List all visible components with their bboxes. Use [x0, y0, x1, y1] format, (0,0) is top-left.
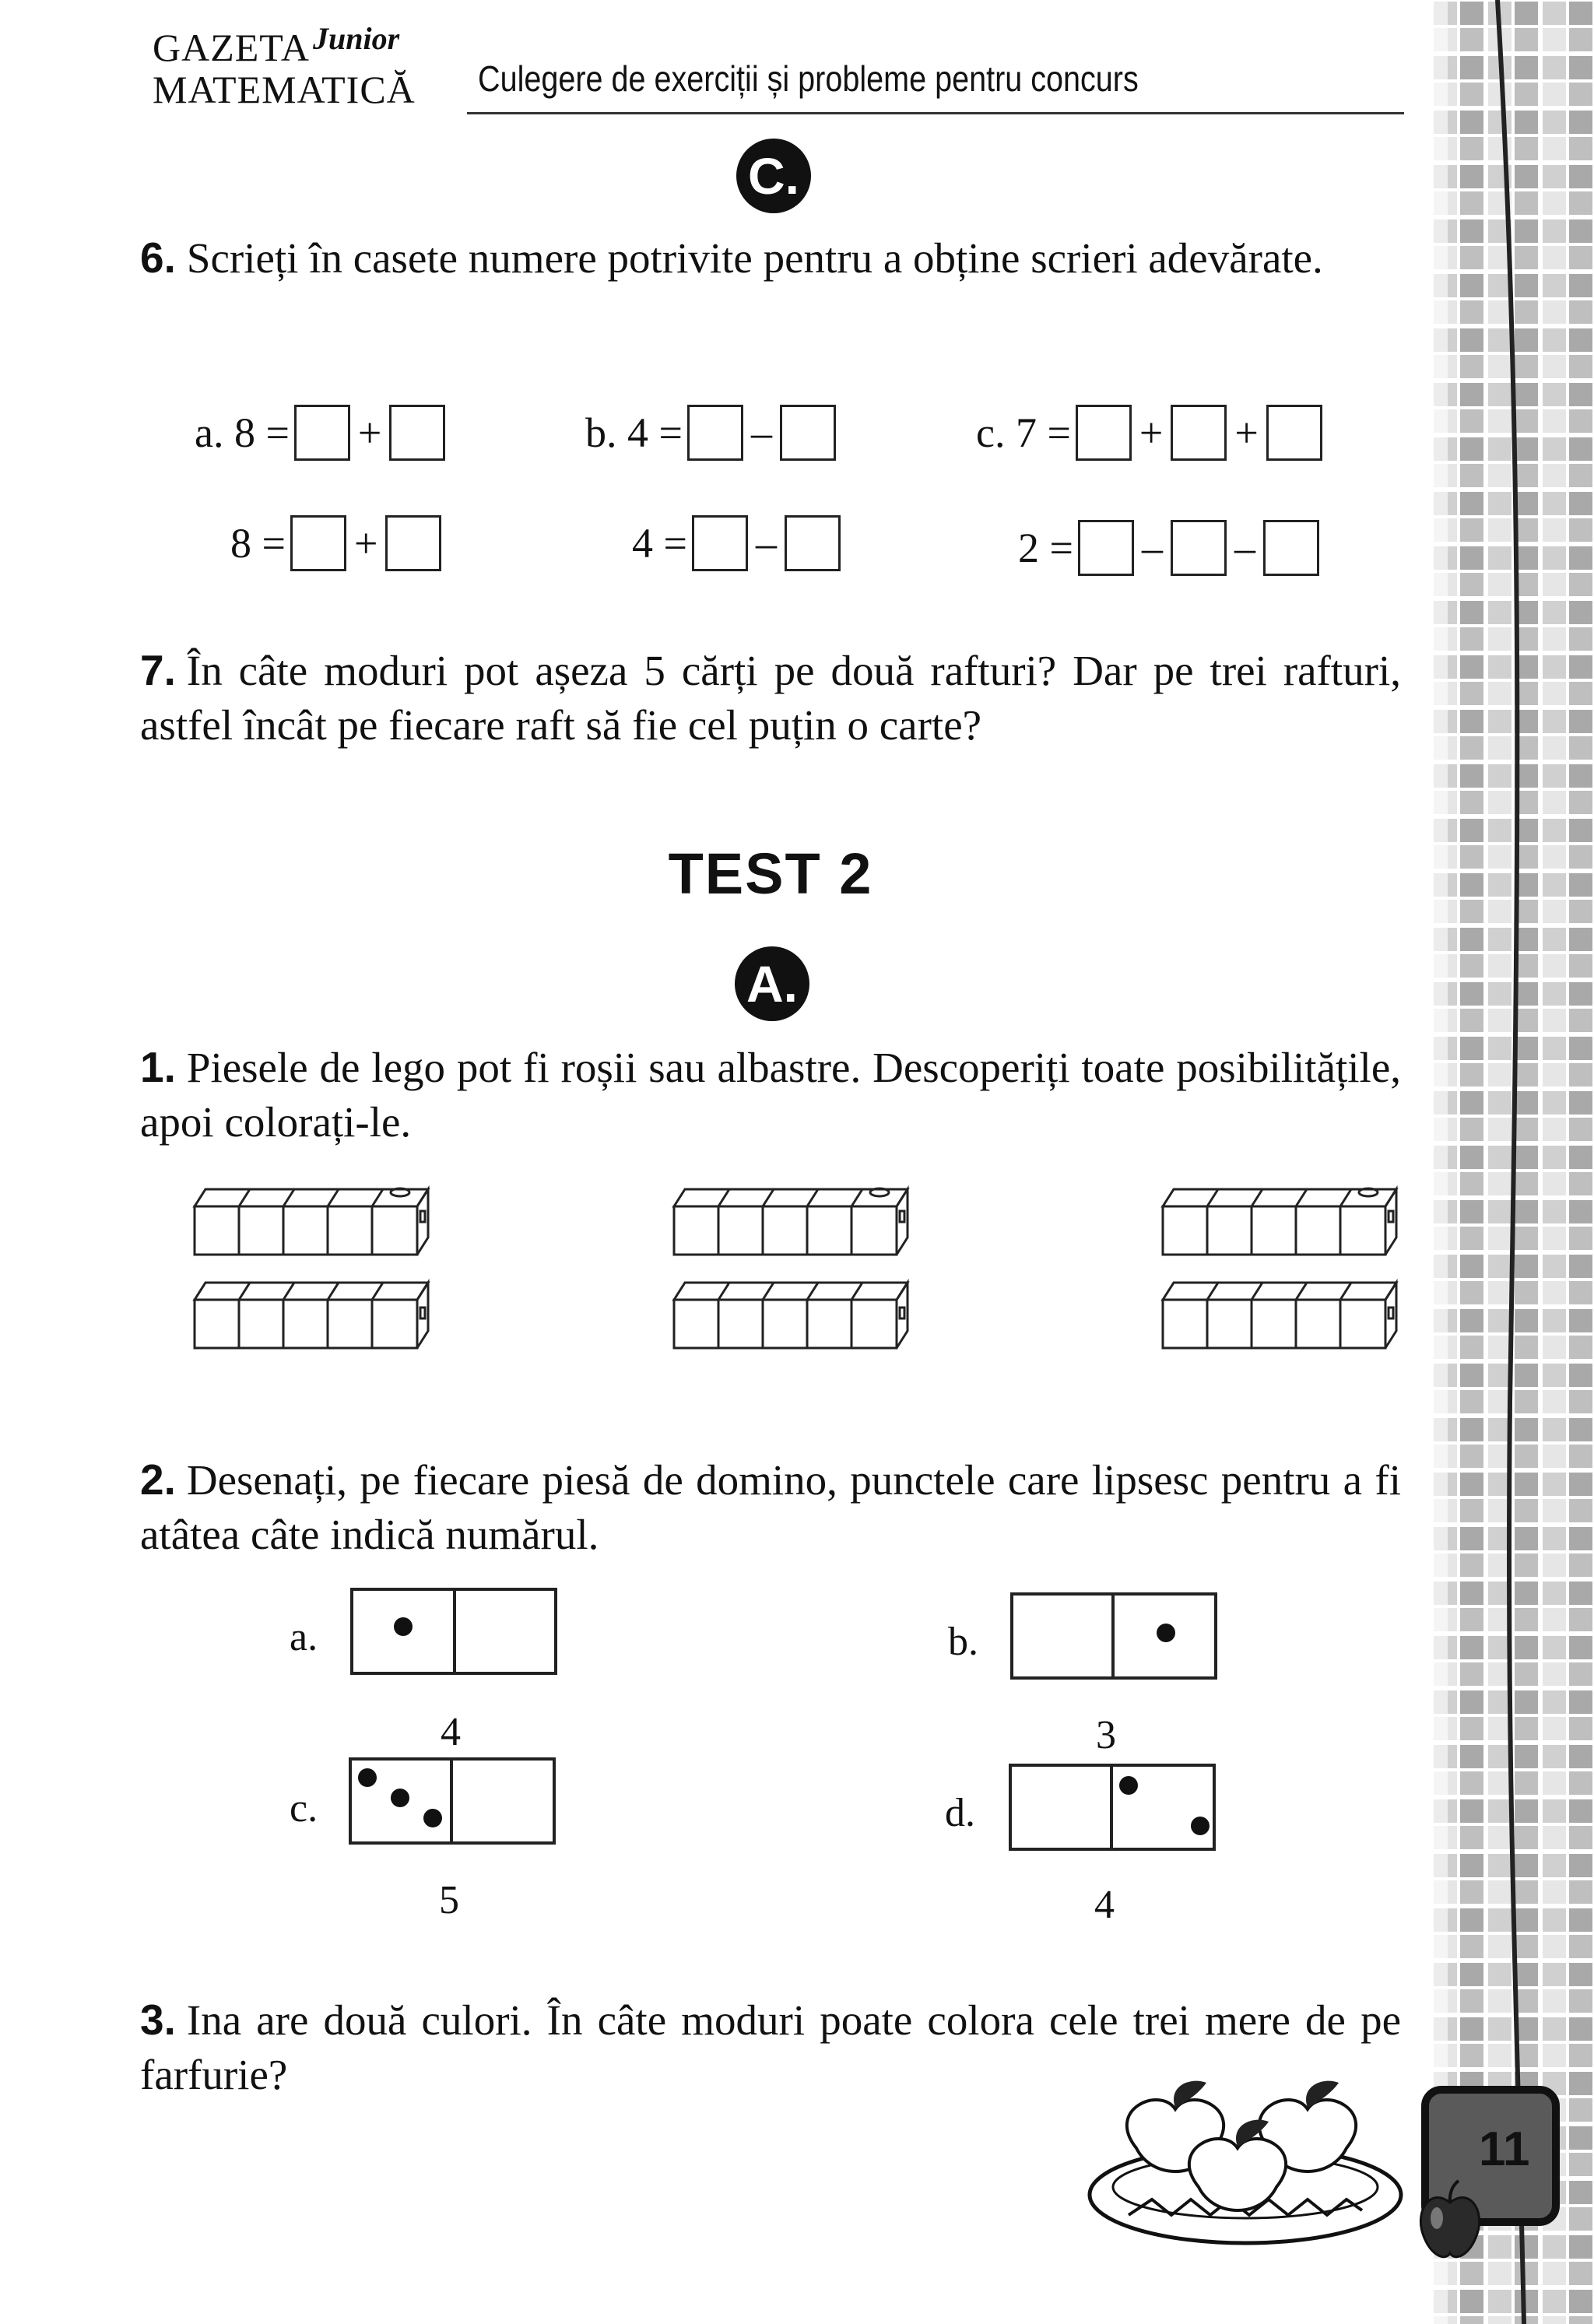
section-c-badge: C.	[736, 139, 811, 213]
answer-box[interactable]	[1078, 520, 1134, 576]
plus-sign: +	[353, 520, 378, 567]
problem-6-text: Scrieți în casete numere potrivite pentru a obține scrieri adevărate.	[186, 234, 1323, 282]
problem-6	[140, 230, 1401, 286]
equation-6a-1	[195, 405, 450, 461]
equation-lhs: c. 7 =	[976, 409, 1071, 456]
answer-box[interactable]	[389, 405, 445, 461]
equation-6c-2	[1018, 520, 1324, 576]
problem-7-text: În câte moduri pot așeza 5 cărți pe două rafturi? Dar pe trei rafturi, astfel încât pe fiecare raft să fie cel puțin o carte?	[140, 647, 1401, 749]
domino-b[interactable]	[1010, 1592, 1220, 1683]
answer-box[interactable]	[687, 405, 743, 461]
answer-box[interactable]	[692, 515, 748, 571]
equation-lhs: 2 =	[1018, 525, 1073, 571]
page-number: 11	[1479, 2122, 1530, 2176]
problem-2-text: Desenați, pe fiecare piesă de domino, punctele care lipsesc pentru a fi atâtea câte indică numărul.	[140, 1456, 1401, 1558]
answer-box[interactable]	[785, 515, 841, 571]
domino-a-label: a.	[290, 1615, 318, 1659]
plus-sign: +	[1139, 409, 1164, 456]
minus-sign: –	[750, 409, 772, 456]
problem-1-text: Piesele de lego pot fi roșii sau albastre. Descoperiți toate posibilitățile, apoi colorați-le.	[140, 1044, 1401, 1146]
equation-6c-1	[976, 405, 1327, 461]
problem-3-number: 3.	[140, 1996, 176, 2044]
minus-sign: –	[1141, 525, 1163, 571]
problem-1-number: 1.	[140, 1043, 176, 1091]
equation-6a-2	[230, 515, 446, 571]
lego-brick-icon[interactable]	[669, 1183, 918, 1354]
answer-box[interactable]	[780, 405, 836, 461]
problem-2	[140, 1452, 1401, 1562]
domino-c-number: 5	[439, 1878, 459, 1922]
domino-d-number: 4	[1094, 1883, 1115, 1927]
domino-d-label: d.	[945, 1791, 975, 1835]
answer-box[interactable]	[1076, 405, 1132, 461]
logo-gazeta: GAZETA	[153, 26, 310, 69]
domino-c-label: c.	[290, 1786, 318, 1831]
problem-7	[140, 643, 1401, 753]
logo-matematica: MATEMATICĂ	[153, 68, 416, 111]
plus-sign: +	[1234, 409, 1259, 456]
header-subtitle: Culegere de exerciții și probleme pentru concurs	[478, 58, 1139, 99]
logo-junior: Junior	[313, 21, 400, 56]
domino-d[interactable]	[1009, 1764, 1219, 1854]
header-rule	[467, 112, 1404, 114]
domino-b-label: b.	[948, 1620, 978, 1664]
section-a-badge: A.	[735, 946, 809, 1021]
domino-a[interactable]	[350, 1588, 560, 1678]
lego-brick-icon[interactable]	[1158, 1183, 1407, 1354]
problem-1	[140, 1040, 1401, 1150]
answer-box[interactable]	[290, 515, 346, 571]
answer-box[interactable]	[1263, 520, 1319, 576]
problem-7-number: 7.	[140, 646, 176, 694]
apple-icon	[1415, 2179, 1485, 2265]
decorative-mosaic-strip	[1432, 0, 1594, 2324]
problem-3-text: Ina are două culori. În câte moduri poate colora cele trei mere de pe farfurie?	[140, 1996, 1401, 2098]
test-title: TEST 2	[668, 841, 873, 906]
problem-2-number: 2.	[140, 1455, 176, 1504]
domino-a-number: 4	[441, 1710, 461, 1754]
equation-6b-1	[585, 405, 841, 461]
equation-6b-2	[632, 515, 845, 571]
domino-c[interactable]	[349, 1757, 559, 1848]
answer-box[interactable]	[294, 405, 350, 461]
equation-lhs: 4 =	[632, 520, 687, 567]
answer-box[interactable]	[1266, 405, 1322, 461]
minus-sign: –	[1234, 525, 1255, 571]
answer-box[interactable]	[1171, 405, 1227, 461]
problem-6-number: 6.	[140, 233, 176, 282]
equation-lhs: 8 =	[230, 520, 286, 567]
apple-plate-icon[interactable]	[1074, 2062, 1417, 2249]
equation-lhs: a. 8 =	[195, 409, 290, 456]
domino-b-number: 3	[1096, 1713, 1116, 1757]
answer-box[interactable]	[385, 515, 441, 571]
answer-box[interactable]	[1171, 520, 1227, 576]
plus-sign: +	[357, 409, 382, 456]
equation-lhs: b. 4 =	[585, 409, 683, 456]
lego-brick-icon[interactable]	[190, 1183, 439, 1354]
minus-sign: –	[755, 520, 777, 567]
